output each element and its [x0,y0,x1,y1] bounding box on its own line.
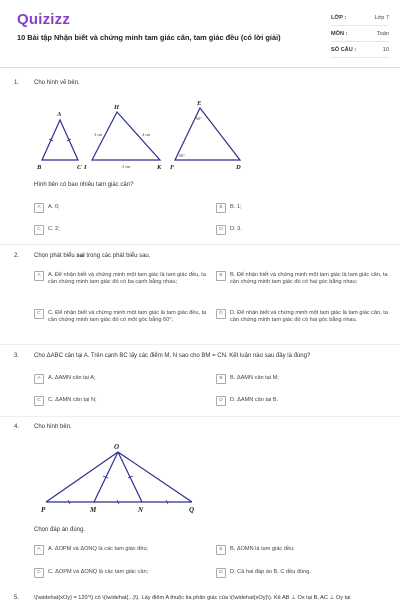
question-number: 1. [14,80,20,86]
option-c[interactable] [34,226,194,235]
label-o: O [114,443,120,451]
option-letter-box: B [216,203,226,213]
question-divider [0,244,400,245]
question-prompt [34,253,150,259]
label-m: M [90,506,97,514]
meta-row-count [331,42,389,58]
option-letter-box: A [34,271,44,281]
option-text: A. 0; [48,204,60,210]
option-a[interactable] [34,204,194,213]
angle-e: 60° [196,116,202,121]
question-prompt: Cho hình bên. [34,424,72,430]
label-f: F [170,164,175,171]
question-subprompt: Hình bên có bao nhiêu tam giác cân? [34,182,134,188]
option-text: A. Để nhận biết và chứng minh một tam giác là tam giác đều, ta cần chứng minh tam giác đó có ba cạnh bằng nhau; [48,272,206,286]
quizizz-logo: Quizizz [17,11,71,28]
option-c[interactable] [34,397,194,406]
option-d[interactable] [216,569,394,578]
side-length-hi: 3 cm [94,132,103,137]
option-letter-box: D [216,568,226,578]
option-text: A. ΔAMN cân tại A; [48,375,96,381]
question-number: 2. [14,253,20,259]
label-k: K [157,164,162,171]
option-letter-box: D [216,225,226,235]
prompt-text: Chọn phát biểu [34,253,77,259]
option-text: D. Để nhận biết và chứng minh một tam giác là tam giác cân, ta cần chứng minh tam giác đó có hai góc bằng nhau. [230,310,388,324]
option-text: C. Để nhận biết và chứng minh một tam giác là tam giác đều, ta cần chứng minh tam giác đó có một góc bằng 60°; [48,310,207,324]
option-letter-box: C [34,396,44,406]
option-text: B. 1; [230,204,242,210]
option-letter-box: D [216,309,226,319]
option-text: C. ΔOPM và ΔONQ là các tam giác cân; [48,569,149,575]
option-b[interactable] [216,204,376,213]
segment-op [46,452,118,502]
question-divider [0,344,400,345]
option-letter-box: D [216,396,226,406]
option-a[interactable] [34,375,194,384]
meta-value: Lớp 7 [374,14,389,21]
option-letter-box: B [216,374,226,384]
question-number: 3. [14,353,20,359]
meta-value: 10 [382,46,389,53]
label-e: E [197,100,202,107]
side-length-ik: 3 cm [122,164,131,169]
prompt-emphasis: sai [76,253,85,259]
meta-table [331,10,389,58]
option-d[interactable] [216,310,394,325]
option-text: C. ΔAMN cân tại N; [48,397,97,403]
triangle-abc [42,120,78,160]
label-d: D [236,164,241,171]
question-number: 5. [14,595,20,601]
option-letter-box: A [34,545,44,555]
question-prompt-partial: \(\widehat{xOy} = 120°\) có \(\widehat{...}\). Lấy điểm A thuộc tia phân giác của \(\widehat{xOy}\). Kẻ AB ⊥ Ox tại B, AC ⊥ Oy tại [34,595,351,601]
label-q: Q [189,506,195,514]
option-text: D. 3. [230,226,242,232]
option-letter-box: A [34,203,44,213]
option-text: B. ΔOMN là tam giác đều; [230,546,295,552]
option-letter-box: C [34,225,44,235]
meta-label: SỐ CÂU : [331,46,357,53]
side-length-hk: 4 cm [142,132,151,137]
option-a[interactable] [34,272,212,287]
q4-triangle-figure [36,440,206,516]
label-b: B [37,164,42,171]
option-text: A. ΔOPM và ΔONQ là các tam giác đều; [48,546,149,552]
option-letter-box: B [216,271,226,281]
meta-value: Toán [376,30,389,37]
angle-f: 60° [179,153,185,158]
option-letter-box: C [34,309,44,319]
option-c[interactable] [34,569,212,578]
label-n: N [138,506,144,514]
option-b[interactable] [216,546,394,555]
document-title: 10 Bài tập Nhận biết và chứng minh tam giác cân, tam giác đều (có lời giải) [17,33,281,42]
option-b[interactable] [216,375,376,384]
option-letter-box: B [216,545,226,555]
meta-label: MÔN : [331,30,348,37]
option-a[interactable] [34,546,212,555]
meta-label: LỚP : [331,14,347,21]
question-prompt: Cho hình vẽ bên. [34,80,80,86]
segment-oq [118,452,192,502]
meta-row-class [331,10,389,26]
label-p: P [41,506,46,514]
option-b[interactable] [216,272,394,287]
label-c: C [77,164,82,171]
question-prompt: Cho ΔABC cân tại A. Trên cạnh BC lấy các điểm M, N sao cho BM = CN. Kết luận nào sau đây là đúng? [34,353,311,359]
option-letter-box: C [34,568,44,578]
meta-row-subject [331,26,389,42]
option-letter-box: A [34,374,44,384]
label-a: A [57,111,62,118]
option-text: D. ΔAMN cân tại B. [230,397,279,403]
option-d[interactable] [216,397,376,406]
option-text: D. Cả hai đáp án B, C đều đúng. [230,569,311,575]
label-h: H [114,104,120,111]
option-text: C. 2; [48,226,60,232]
option-text: B. Để nhận biết và chứng minh một tam giác là tam giác cân, ta cần chứng minh tam giác đó có hai góc bằng nhau; [230,272,388,286]
q1-triangles-figure [30,98,255,178]
option-c[interactable] [34,310,212,325]
header-divider [0,67,400,68]
option-d[interactable] [216,226,376,235]
question-divider [0,416,400,417]
option-text: B. ΔAMN cân tại M; [230,375,279,381]
prompt-text: trong các phát biểu sau. [84,253,151,259]
label-i: I [84,164,87,171]
question-number: 4. [14,424,20,430]
question-subprompt: Chọn đáp án đúng. [34,527,86,533]
